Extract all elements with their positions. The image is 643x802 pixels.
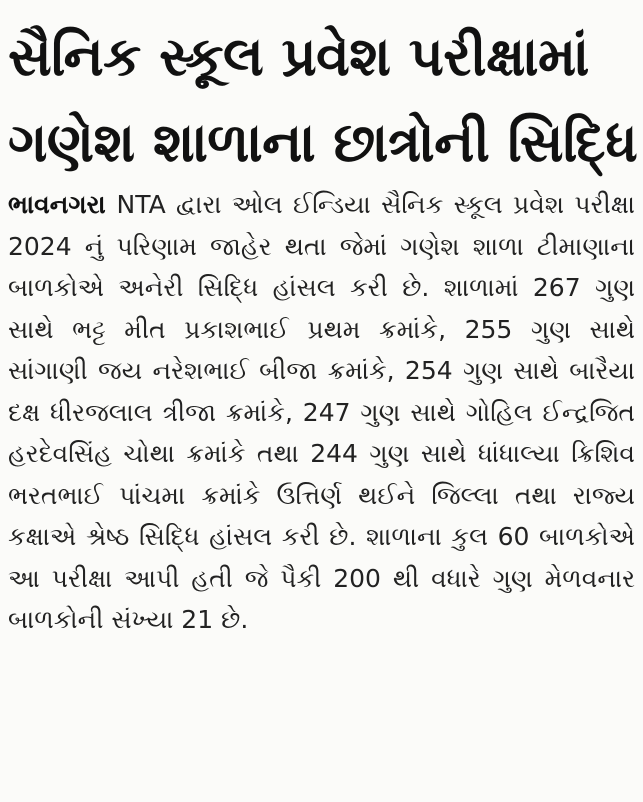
dateline: ભાવનગર।	[8, 190, 107, 219]
article-body	[8, 184, 635, 641]
article-text: NTA દ્વારા ઓલ ઈન્ડિયા સૈનિક સ્કૂલ પ્રવેશ પરીક્ષા 2024 નું પરિણામ જાહેર થતા જેમાં ગણેશ શાળા ટીમાણાના બાળકોએ અનેરી સિદ્ધિ હાંસલ કરી છે. શાળામાં 267 ગુણ સાથે ભટ્ટ મીત પ્રકાશભાઈ પ્રથમ ક્રમાંકે, 255 ગુણ સાથે સાંગાણી જય નરેશભાઈ બીજા ક્રમાંકે, 254 ગુણ સાથે બારૈયા દક્ષ ધીરજલાલ ત્રીજા ક્રમાંકે, 247 ગુણ સાથે ગોહિલ ઈન્દ્રજિત હરદેવસિંહ ચોથા ક્રમાંકે તથા 244 ગુણ સાથે ધાંધાલ્યા ક્રિશિવ ભરતભાઈ પાંચમા ક્રમાંકે ઉત્તિર્ણ થઈને જિલ્લા તથા રાજ્ય કક્ષાએ શ્રેષ્ઠ સિદ્ધિ હાંસલ કરી છે. શાળાના કુલ 60 બાળકોએ આ પરીક્ષા આપી હતી જે પૈકી 200 થી વધારે ગુણ મેળવનાર બાળકોની સંખ્યા 21 છે.	[8, 190, 635, 634]
headline-line-2: ગણેશ શાળાના છાત્રોની સિદ્ધિ	[8, 111, 638, 174]
headline-line-1: સૈનિક સ્કૂલ પ્રવેશ પરીક્ષામાં	[8, 25, 589, 88]
headline	[8, 14, 638, 186]
